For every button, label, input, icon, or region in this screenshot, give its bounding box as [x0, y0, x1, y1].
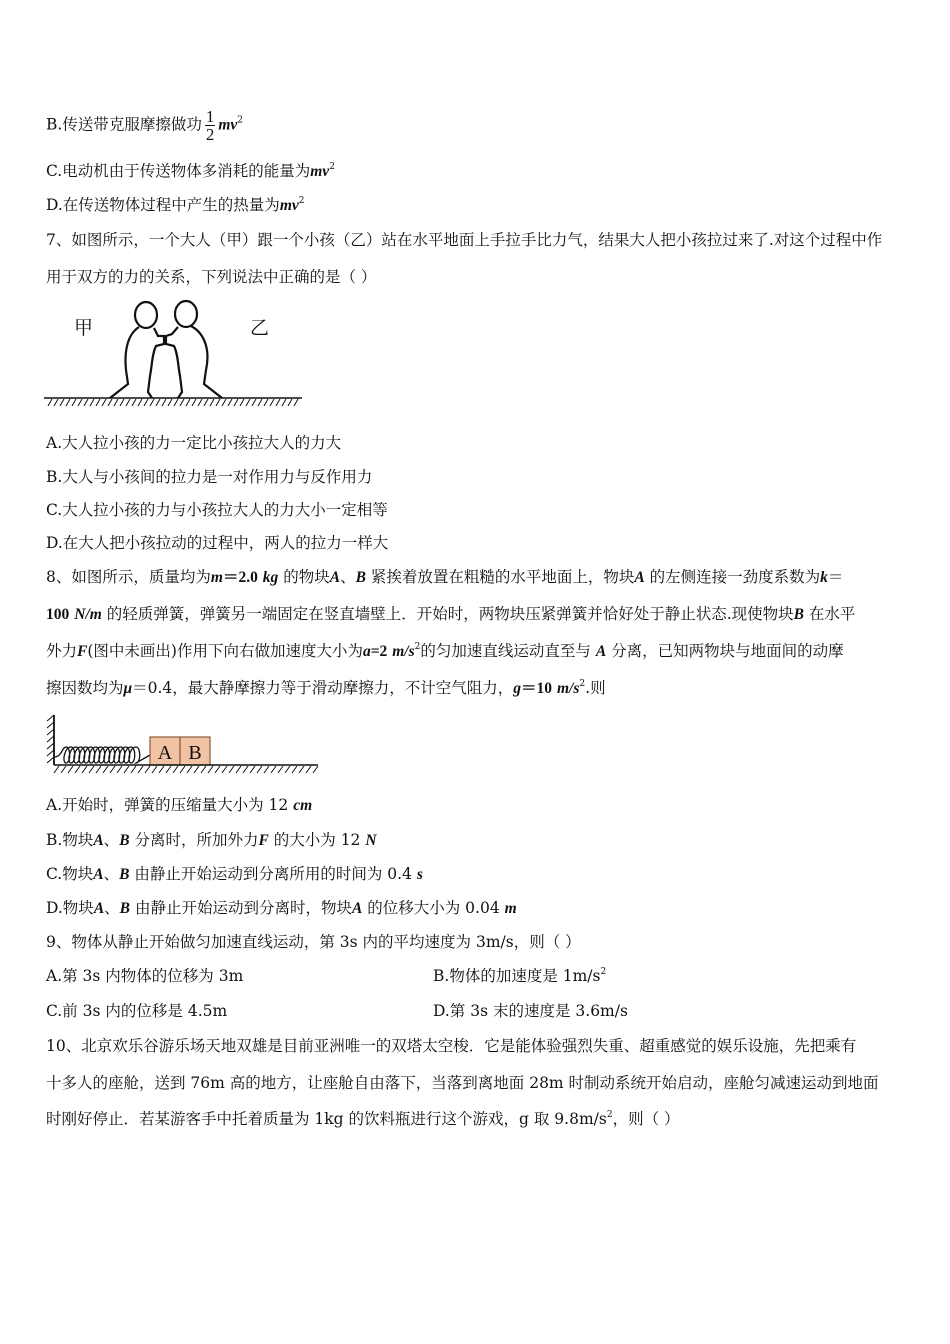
- q8-option-c: C.物块A、B 由静止开始运动到分离所用的时间为 0.4 s: [46, 865, 423, 883]
- q9-option-b: B.物体的加速度是 $1m/s^2$: [433, 967, 607, 985]
- q10-stem-line3: 时刚好停止．若某游客手中托着质量为 1kg 的饮料瓶进行这个游戏，g 取 $9.8m/s^2$，则（ ）: [46, 1110, 680, 1128]
- q7-option-a: A.大人拉小孩的力一定比小孩拉大人的力大: [46, 434, 342, 452]
- child-figure: [166, 301, 222, 398]
- q9-option-d: D.第 3s 末的速度是 3.6m/s: [433, 1002, 628, 1020]
- floor-hatch: [54, 765, 318, 773]
- q7-option-d: D.在大人把小孩拉动的过程中，两人的拉力一样大: [46, 534, 389, 552]
- q10-stem-line2: 十多人的座舱，送到 76m 高的地方，让座舱自由落下，当落到离地面 28m 时制动系统开始启动，座舱匀减速运动到地面: [46, 1074, 879, 1092]
- wall: [47, 715, 54, 765]
- q8-stem-line1: 8、如图所示，质量均为m＝2.0 kg 的物块A、B 紧挨着放置在粗糙的水平地面上，物块A 的左侧连接一劲度系数为k＝: [46, 568, 844, 586]
- q8-stem-line4: 擦因数均为μ＝0.4，最大静摩擦力等于滑动摩擦力，不计空气阻力，g＝10 $m/s^2$.则: [46, 679, 606, 697]
- q7-tug-figure: [44, 292, 306, 408]
- spring: [54, 747, 150, 763]
- adult-figure: [110, 302, 164, 398]
- q9-stem: 9、物体从静止开始做匀加速直线运动，第 3s 内的平均速度为 3m/s，则（ ）: [46, 933, 581, 951]
- q7-stem-line2: 用于双方的力的关系，下列说法中正确的是（ ）: [46, 268, 377, 286]
- label-jia: 甲: [74, 317, 94, 339]
- label-yi: 乙: [250, 317, 270, 339]
- q8-option-d: D.物块A、B 由静止开始运动到分离时，物块A 的位移大小为 0.04 m: [46, 899, 517, 917]
- q8-stem-line2: 100 N/m 的轻质弹簧，弹簧另一端固定在竖直墙壁上．开始时，两物块压紧弹簧并恰好处于静止状态.现使物块B 在水平: [46, 605, 856, 623]
- q6-option-b: B.传送带克服摩擦做功 $\frac{1}{2}$ $mv^2$: [46, 107, 243, 144]
- q8-option-b: B.物块A、B 分离时，所加外力F 的大小为 12 N: [46, 831, 377, 849]
- block-b-label: B: [188, 742, 202, 764]
- q9-option-a: A.第 3s 内物体的位移为 3m: [46, 967, 244, 985]
- fraction-one-half: $\frac{1}{2}$: [205, 107, 215, 144]
- q8-stem-line3: 外力F(图中未画出)作用下向右做加速度大小为a=2 $m/s^2$的匀加速直线运动直至与 A 分离，已知两物块与地面间的动摩: [46, 642, 844, 660]
- q8-spring-blocks-figure: [44, 713, 324, 777]
- q6-option-d: D.在传送物体过程中产生的热量为$mv^2$: [46, 196, 305, 214]
- ground-hatch: [44, 398, 302, 406]
- q9-option-c: C.前 3s 内的位移是 4.5m: [46, 1002, 228, 1020]
- q7-option-c: C.大人拉小孩的力与小孩拉大人的力大小一定相等: [46, 501, 388, 519]
- block-a-label: A: [157, 742, 173, 764]
- q7-stem-line1: 7、如图所示，一个大人（甲）跟一个小孩（乙）站在水平地面上手拉手比力气，结果大人把小孩拉过来了.对这个过程中作: [46, 231, 883, 249]
- q6-option-c: C.电动机由于传送物体多消耗的能量为$mv^2$: [46, 162, 335, 180]
- q7-option-b: B.大人与小孩间的拉力是一对作用力与反作用力: [46, 468, 373, 486]
- q8-option-a: A.开始时，弹簧的压缩量大小为 12 cm: [46, 796, 313, 814]
- q10-stem-line1: 10、北京欢乐谷游乐场天地双雄是目前亚洲唯一的双塔太空梭．它是能体验强烈失重、超重感觉的娱乐设施，先把乘有: [46, 1037, 857, 1055]
